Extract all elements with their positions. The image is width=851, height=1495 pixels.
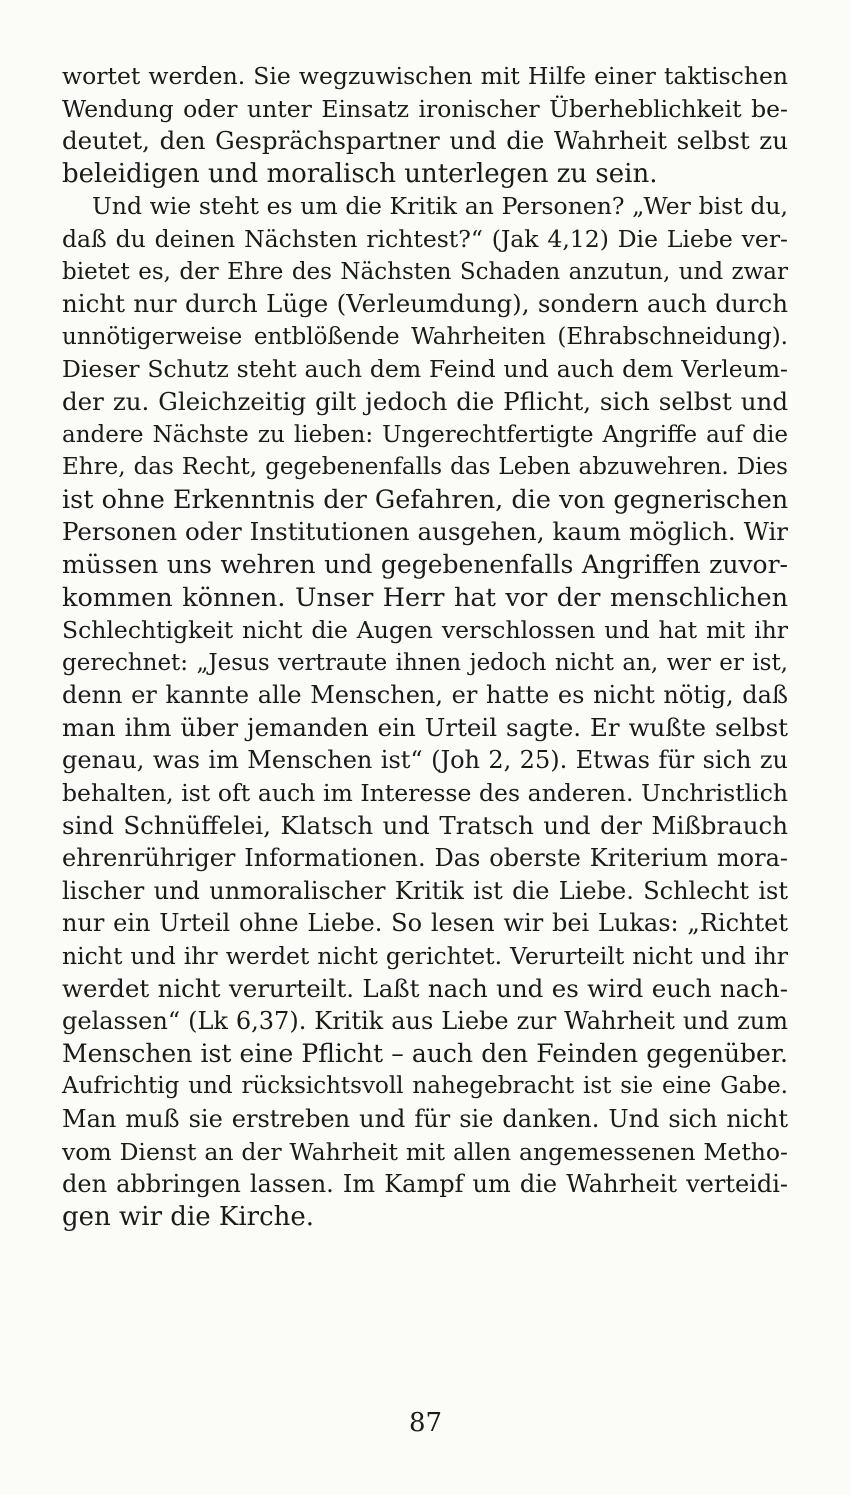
text-line: man ihm über jemanden ein Urteil sagte. Er wußte selbst <box>62 712 788 742</box>
text-line: kommen können. Unser Herr hat vor der menschlichen <box>62 582 788 613</box>
text-line: unnötigerweise entblößende Wahrheiten (Ehrabschneidung). <box>62 323 788 350</box>
text-line: deutet, den Gesprächspartner und die Wahrheit selbst zu <box>62 126 788 156</box>
text-line: gelassen“ (Lk 6,37). Kritik aus Liebe zur Wahrheit und zum <box>62 1007 788 1036</box>
text-line: den abbringen lassen. Im Kampf um die Wahrheit verteidi- <box>62 1170 788 1199</box>
text-line: daß du deinen Nächsten richtest?“ (Jak 4,12) Die Liebe ver- <box>62 224 788 253</box>
text-line: Dieser Schutz steht auch dem Feind und auch dem Verleum- <box>62 355 788 384</box>
text-line: nur ein Urteil ohne Liebe. So lesen wir bei Lukas: „Richtet <box>62 909 788 938</box>
text-line: müssen uns wehren und gegebenenfalls Angriffen zuvor- <box>62 549 788 579</box>
text-line: Ehre, das Recht, gegebenenfalls das Leben abzuwehren. Dies <box>62 454 788 481</box>
text-line: Personen oder Institutionen ausgehen, kaum möglich. Wir <box>62 517 788 547</box>
text-line: Man muß sie erstreben und für sie danken. Und sich nicht <box>62 1105 788 1133</box>
page-number: 87 <box>408 1408 443 1438</box>
text-line: nicht und ihr werdet nicht gerichtet. Verurteilt nicht und ihr <box>62 942 788 971</box>
text-line: Menschen ist eine Pflicht – auch den Feinden gegenüber. <box>62 1038 788 1068</box>
text-line: nicht nur durch Lüge (Verleumdung), sondern auch durch <box>62 289 788 319</box>
text-line: Und wie steht es um die Kritik an Personen? „Wer bist du, <box>92 192 788 221</box>
text-line: denn er kannte alle Menschen, er hatte es nicht nötig, daß <box>62 681 788 710</box>
body-text <box>62 60 788 1233</box>
text-line: lischer und unmoralischer Kritik ist die Liebe. Schlecht ist <box>62 876 788 905</box>
text-line: genau, was im Menschen ist“ (Joh 2, 25). Etwas für sich zu <box>62 746 788 775</box>
text-line: vom Dienst an der Wahrheit mit allen angemessenen Metho- <box>62 1137 788 1166</box>
text-line: der zu. Gleichzeitig gilt jedoch die Pflicht, sich selbst und <box>62 386 788 416</box>
text-line: gerechnet: „Jesus vertraute ihnen jedoch nicht an, wer er ist, <box>62 649 788 676</box>
text-line: bietet es, der Ehre des Nächsten Schaden anzutun, und zwar <box>62 258 788 285</box>
text-line: Aufrichtig und rücksichtsvoll nahegebracht ist sie eine Gabe. <box>62 1073 788 1100</box>
text-line: ist ohne Erkenntnis der Gefahren, die von gegnerischen <box>62 484 789 515</box>
text-line: wortet werden. Sie wegzuwischen mit Hilfe einer taktischen <box>62 62 788 90</box>
text-line: gen wir die Kirche. <box>62 1201 315 1232</box>
text-line: Schlechtigkeit nicht die Augen verschlossen und hat mit ihr <box>62 616 788 645</box>
text-line: werdet nicht verurteilt. Laßt nach und es wird euch nach- <box>62 973 788 1003</box>
text-line: andere Nächste zu lieben: Ungerechtfertigte Angriffe auf die <box>62 421 788 448</box>
text-line: behalten, ist oft auch im Interesse des anderen. Unchristlich <box>62 779 788 808</box>
text-line: ehrenrühriger Informationen. Das oberste Kriterium mora- <box>62 844 788 873</box>
text-line: beleidigen und moralisch unterlegen zu sein. <box>62 158 658 189</box>
text-line: Wendung oder unter Einsatz ironischer Überheblichkeit be- <box>62 94 788 123</box>
text-line: sind Schnüffelei, Klatsch und Tratsch und der Mißbrauch <box>62 810 788 840</box>
